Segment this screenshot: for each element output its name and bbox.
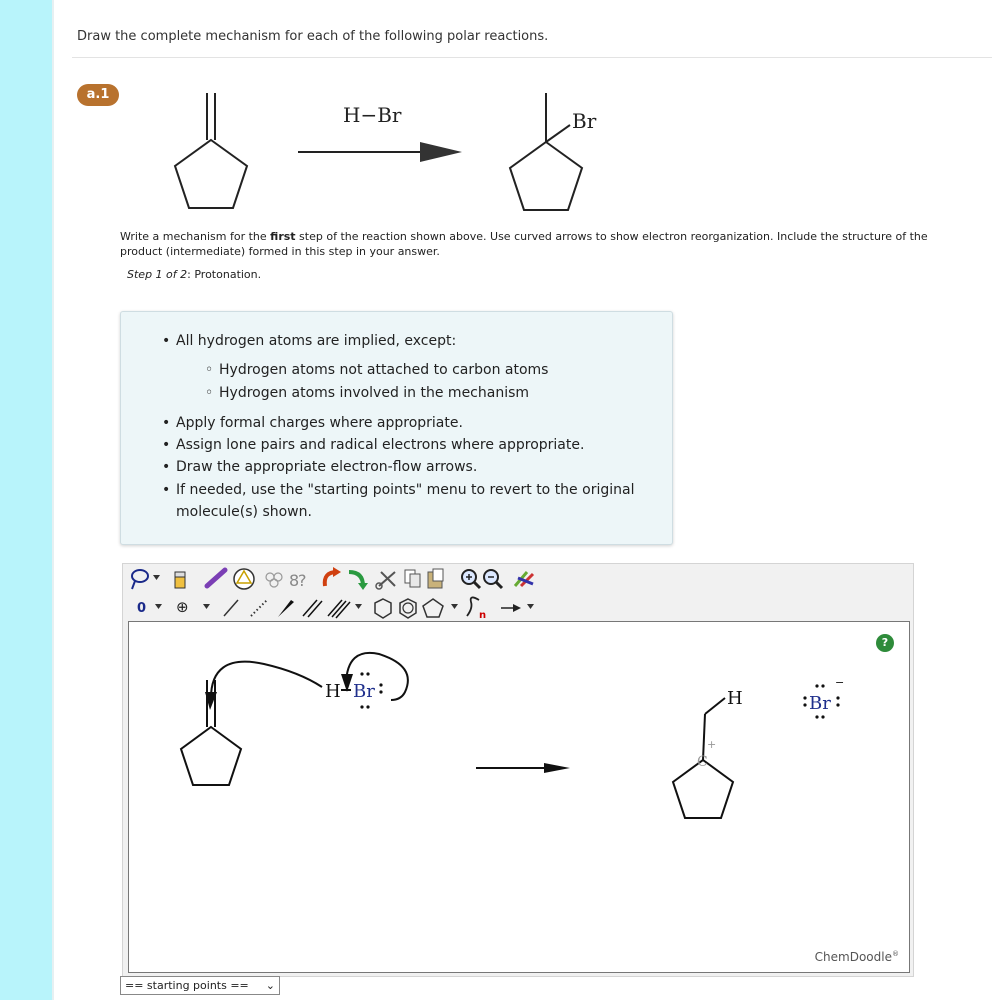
step-indicator: Step 1 of 2: Protonation. xyxy=(127,268,262,281)
curved-arrow-pi-to-h[interactable] xyxy=(211,662,322,702)
chemdoodle-editor xyxy=(122,563,914,977)
instruction-item: • Apply formal charges where appropriate. xyxy=(162,415,463,431)
perspective-icon[interactable] xyxy=(289,571,307,590)
undo-icon[interactable] xyxy=(325,567,341,586)
editor-toolbar xyxy=(123,564,913,622)
chevron-down-icon[interactable] xyxy=(203,604,210,609)
zoom-out-icon[interactable] xyxy=(484,570,502,588)
clean-icon[interactable] xyxy=(515,572,533,586)
chevron-down-icon[interactable] xyxy=(355,604,362,609)
cut-icon[interactable] xyxy=(376,572,395,589)
canvas-plus-charge: + xyxy=(707,738,717,751)
pentagon-icon[interactable] xyxy=(423,599,443,617)
chemdoodle-brand: ChemDoodle® xyxy=(814,950,899,964)
sgroup-icon[interactable] xyxy=(467,597,486,621)
instruction-item-continued: molecule(s) shown. xyxy=(176,504,312,520)
chevron-down-icon[interactable] xyxy=(155,604,162,609)
canvas-product-c[interactable]: C xyxy=(697,754,708,770)
perspective-icon[interactable] xyxy=(266,573,282,587)
instruction-subitem: ◦ Hydrogen atoms not attached to carbon atoms xyxy=(205,362,549,378)
double-bond-icon[interactable] xyxy=(303,600,322,617)
canvas-minus-charge: − xyxy=(835,676,845,689)
arrow-icon[interactable] xyxy=(501,604,521,612)
paste-icon[interactable] xyxy=(428,569,443,588)
eraser-icon[interactable] xyxy=(175,572,185,588)
instructions-box xyxy=(120,311,673,545)
drawing-canvas[interactable] xyxy=(128,621,910,973)
starting-points-select[interactable]: == starting points == ⌄ xyxy=(120,976,280,995)
benzene-icon[interactable] xyxy=(400,599,416,618)
canvas-product-h[interactable]: H xyxy=(727,688,743,709)
reagent-label: H−Br xyxy=(343,103,402,127)
chevron-down-icon: ⌄ xyxy=(265,979,275,992)
question-description: Write a mechanism for the first step of the reaction shown above. Use curved arrows to show electron reorganization. Include the structure of the product (intermediate) formed in this step in your answer. xyxy=(120,230,928,258)
instruction-item: • If needed, use the "starting points" menu to revert to the original xyxy=(162,482,635,498)
svg-text:?: ? xyxy=(298,571,307,590)
pen-icon[interactable] xyxy=(207,570,225,586)
canvas-arrow-head xyxy=(544,763,570,773)
chevron-down-icon[interactable] xyxy=(527,604,534,609)
zoom-in-icon[interactable] xyxy=(462,570,480,588)
reaction-scheme xyxy=(0,0,993,225)
svg-text:n: n xyxy=(479,610,487,621)
instruction-item: • All hydrogen atoms are implied, except: xyxy=(162,333,457,349)
reactant-methylenecyclopentane xyxy=(175,93,247,208)
wedge-bond-icon[interactable] xyxy=(278,600,294,617)
instruction-item: • Assign lone pairs and radical electrons where appropriate. xyxy=(162,437,585,453)
plus-charge-icon[interactable]: ⊕ xyxy=(176,598,189,616)
hashed-bond-icon[interactable] xyxy=(251,600,267,616)
help-button[interactable]: ? xyxy=(876,634,894,652)
reaction-arrow xyxy=(298,142,462,162)
instruction-subitem: ◦ Hydrogen atoms involved in the mechanism xyxy=(205,385,530,401)
single-bond-icon[interactable] xyxy=(224,600,238,616)
hexagon-ring-icon[interactable] xyxy=(375,599,391,618)
redo-icon[interactable] xyxy=(349,572,368,590)
copy-icon[interactable] xyxy=(405,570,420,587)
product-br-label: Br xyxy=(572,109,597,133)
question-prompt: Draw the complete mechanism for each of the following polar reactions. xyxy=(77,29,549,44)
ring-template-icon[interactable] xyxy=(234,569,254,589)
triple-bond-icon[interactable] xyxy=(328,600,350,618)
chevron-down-icon[interactable] xyxy=(153,575,160,580)
canvas-hbr-h[interactable]: H xyxy=(325,681,341,702)
charge-icon[interactable]: 0 xyxy=(137,601,147,616)
lasso-icon[interactable] xyxy=(132,570,148,589)
svg-text:8: 8 xyxy=(289,571,300,590)
canvas-hbr-br[interactable]: Br xyxy=(353,681,375,702)
chevron-down-icon[interactable] xyxy=(451,604,458,609)
part-badge: a.1 xyxy=(77,84,119,106)
canvas-bromide[interactable]: Br xyxy=(809,693,831,714)
instruction-item: • Draw the appropriate electron-flow arrows. xyxy=(162,459,478,475)
